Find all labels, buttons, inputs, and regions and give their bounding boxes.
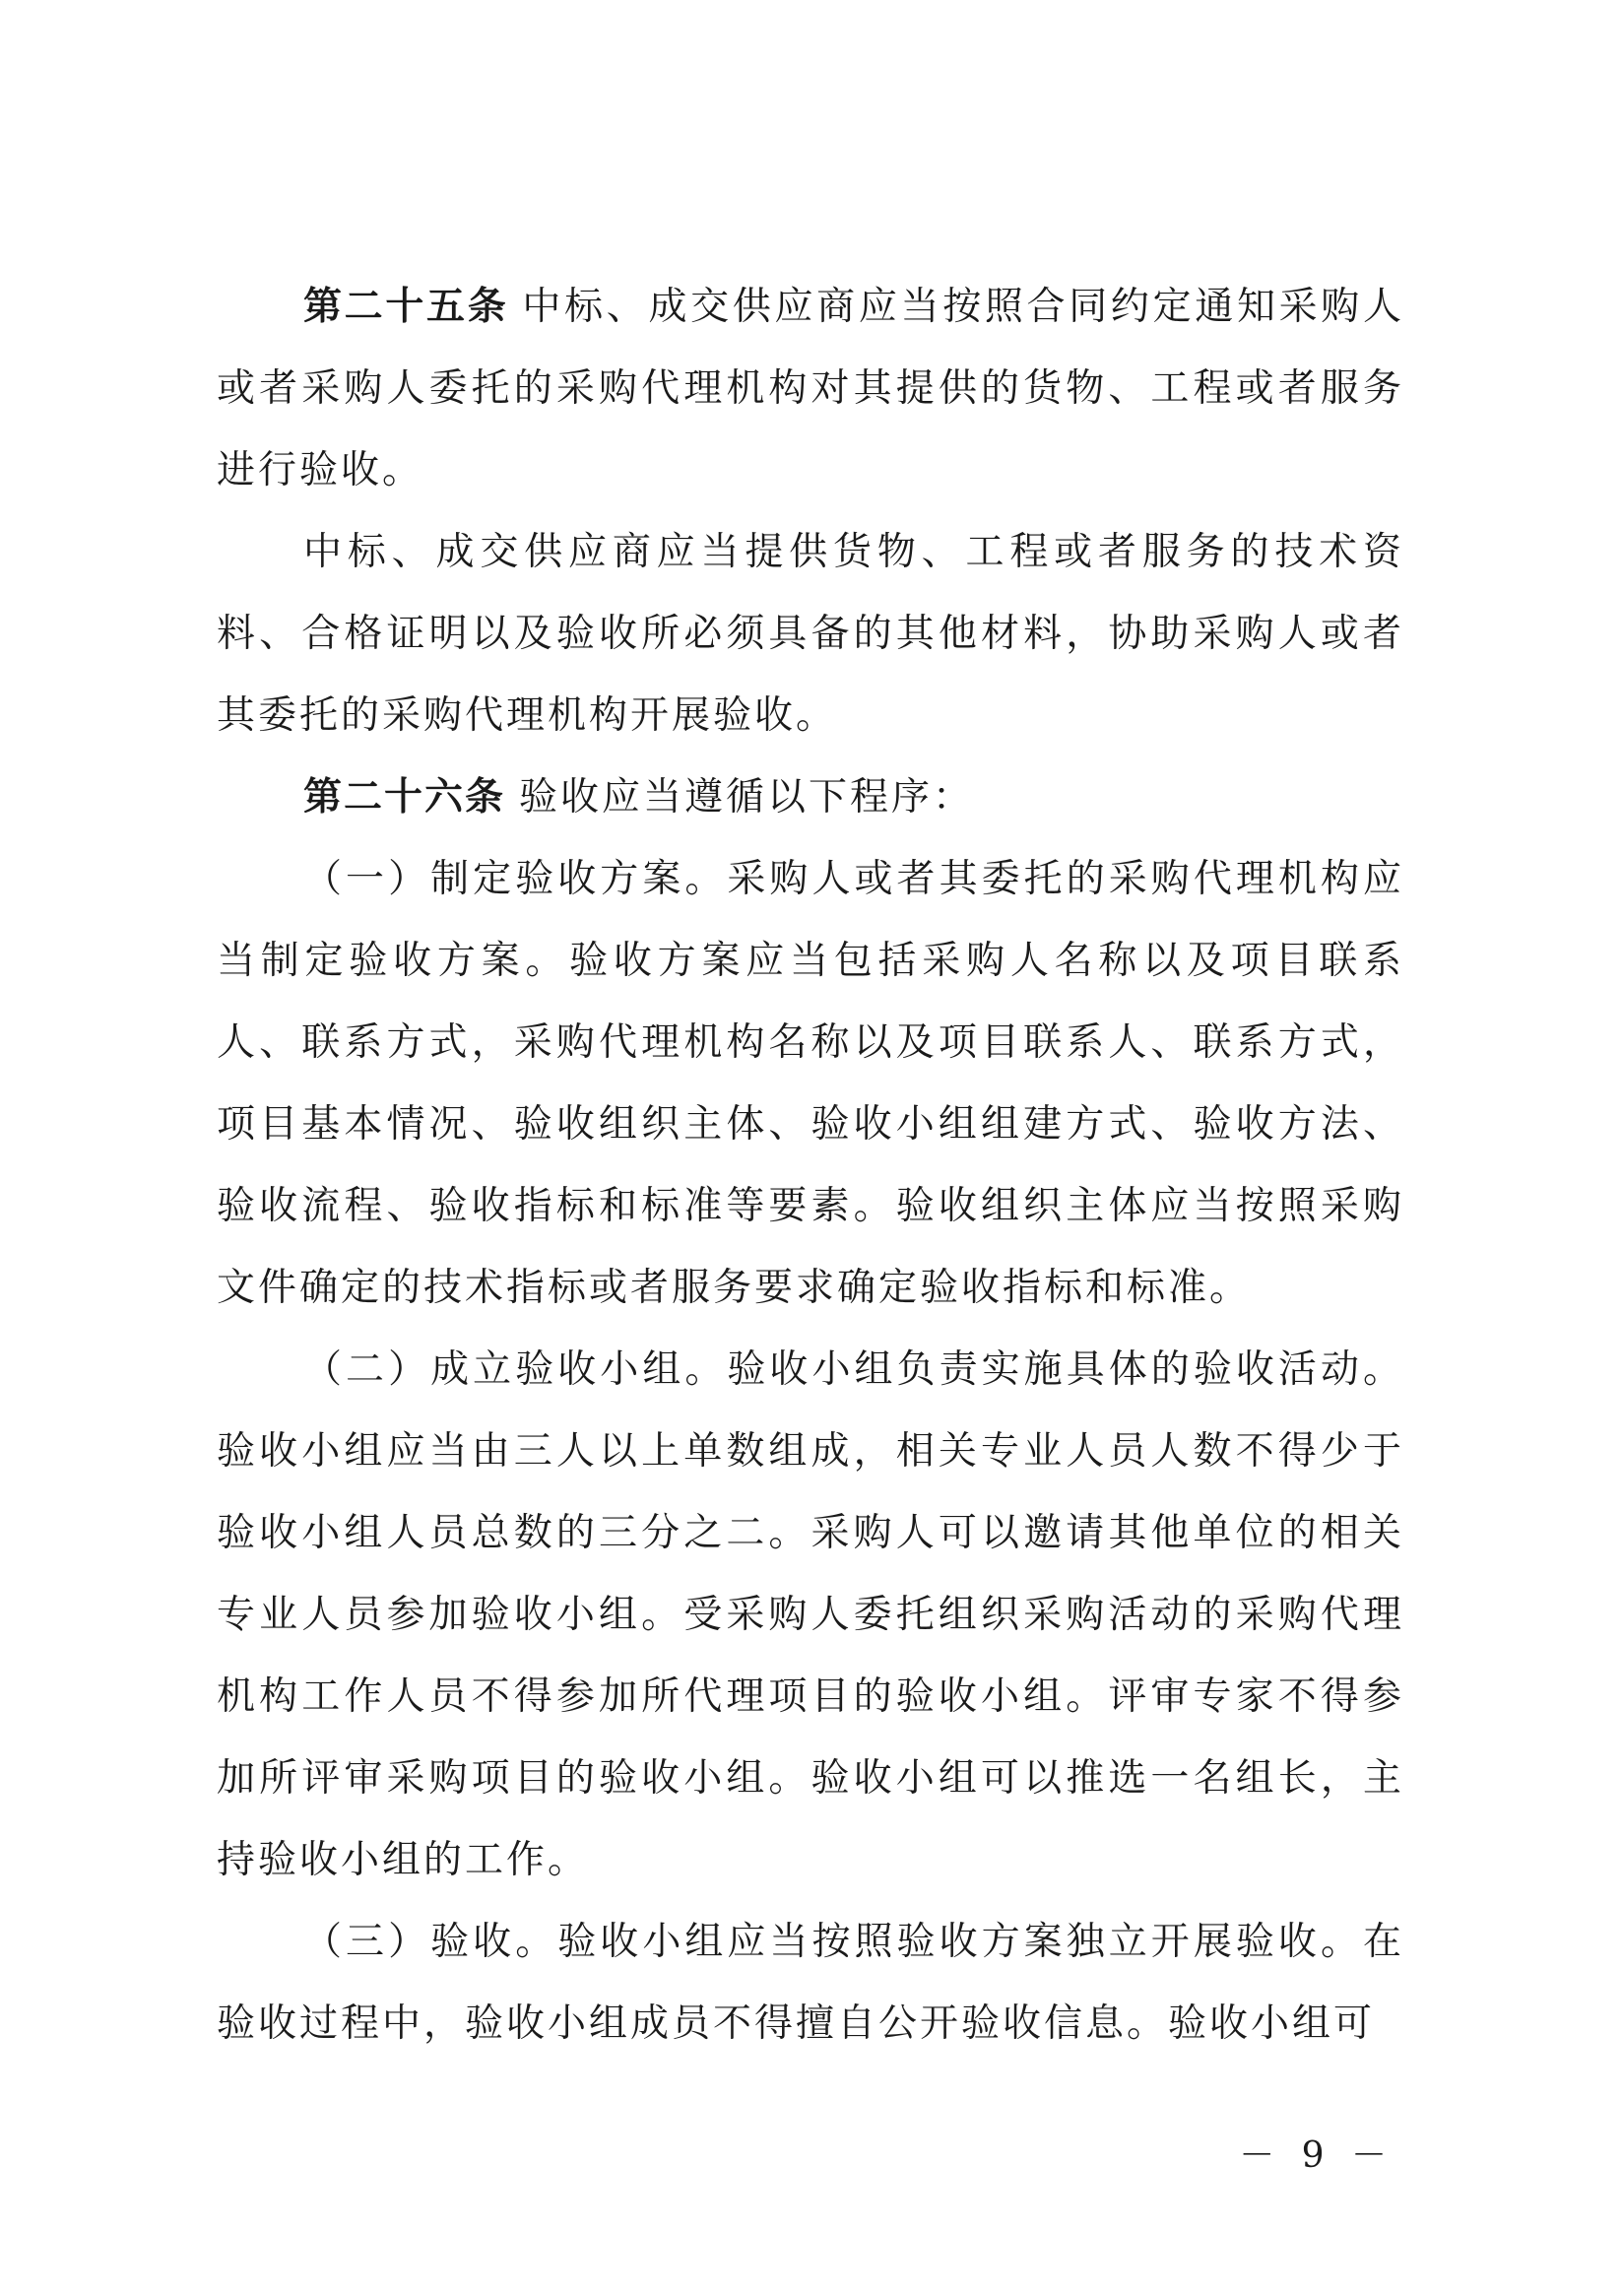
article-25-paragraph [217,266,1404,511]
procedure-step-3 [217,1901,1404,2065]
page-number: － 9 － [1239,2135,1394,2176]
document-body [217,266,1404,2065]
paragraph-text: （三）验收。验收小组应当按照验收方案独立开展验收。在验收过程中，验收小组成员不得擅自公开验收信息。验收小组可 [217,1920,1404,2046]
paragraph-text: 中标、成交供应商应当提供货物、工程或者服务的技术资料、合格证明以及验收所必须具备的其他材料，协助采购人或者其委托的采购代理机构开展验收。 [217,530,1404,738]
paragraph-text: （一）制定验收方案。采购人或者其委托的采购代理机构应当制定验收方案。验收方案应当包括采购人名称以及项目联系人、联系方式，采购代理机构名称以及项目联系人、联系方式，项目基本情况、验收组织主体、验收小组组建方式、验收方法、验收流程、验收指标和标准等要素。验收组织主体应当按照采购文件确定的技术指标或者服务要求确定验收指标和标准。 [217,857,1404,1310]
article-number: 第二十六条 [303,774,506,820]
article-25-paragraph-2 [217,511,1404,756]
paragraph-text: 中标、成交供应商应当按照合同约定通知采购人或者采购人委托的采购代理机构对其提供的货物、工程或者服务进行验收。 [217,285,1404,492]
procedure-step-2 [217,1329,1404,1901]
article-26-paragraph [217,756,1404,838]
paragraph-text: （二）成立验收小组。验收小组负责实施具体的验收活动。验收小组应当由三人以上单数组成，相关专业人员人数不得少于验收小组人员总数的三分之二。采购人可以邀请其他单位的相关专业人员参加验收小组。受采购人委托组织采购活动的采购代理机构工作人员不得参加所代理项目的验收小组。评审专家不得参加所评审采购项目的验收小组。验收小组可以推选一名组长，主持验收小组的工作。 [217,1347,1404,1882]
article-number: 第二十五条 [303,284,509,329]
paragraph-text: 验收应当遵循以下程序： [519,775,975,820]
procedure-step-1 [217,838,1404,1329]
